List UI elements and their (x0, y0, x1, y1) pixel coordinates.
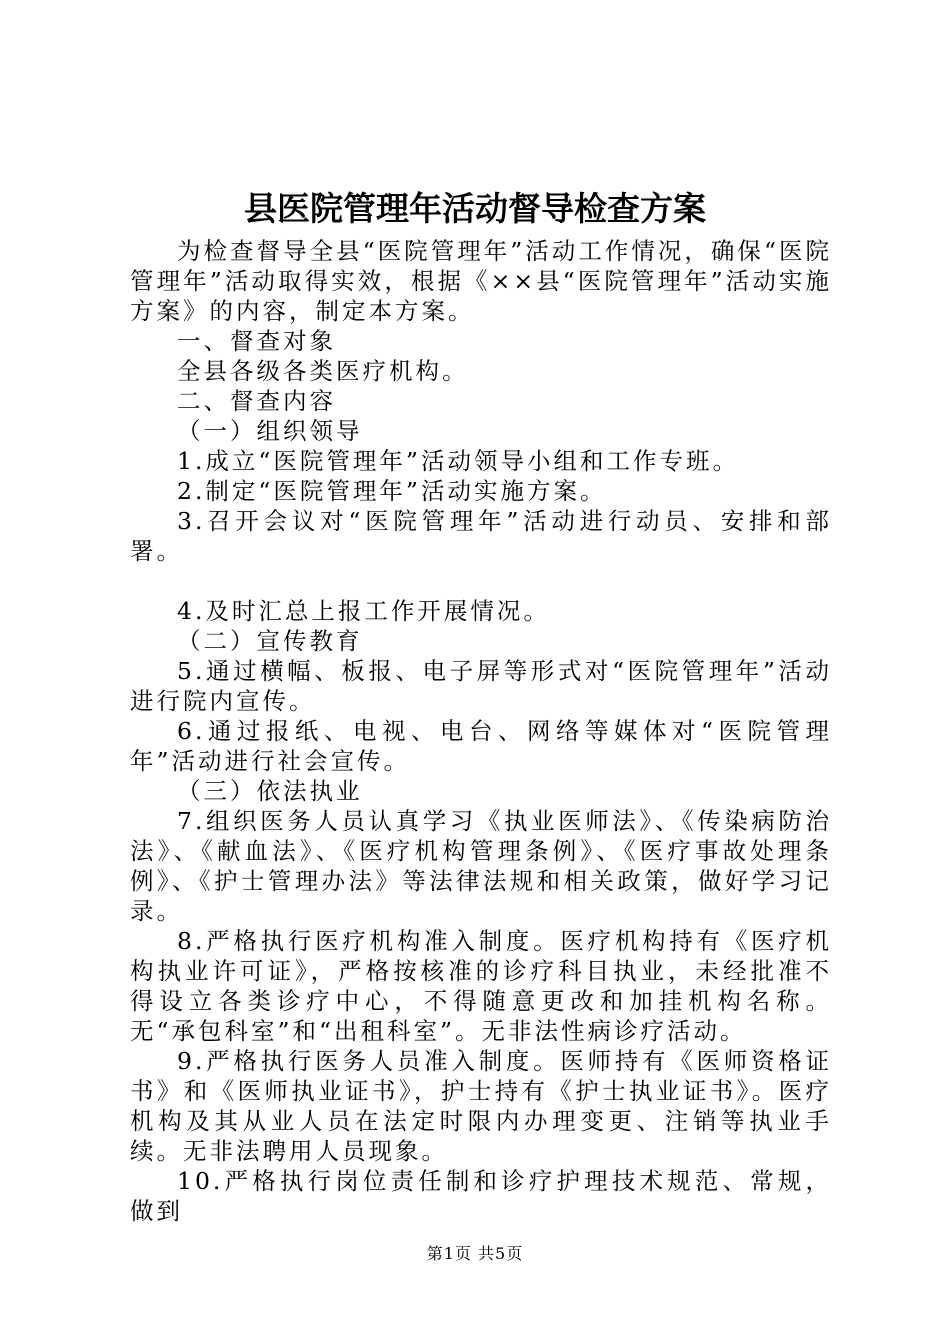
document-title: 县医院管理年活动督导检查方案 (244, 189, 706, 228)
list-item: 5.通过横幅、板报、电子屏等形式对“医院管理年”活动进行院内宣传。 (130, 657, 832, 715)
list-item: 1.成立“医院管理年”活动领导小组和工作专班。 (177, 447, 739, 475)
list-item: 8.严格执行医疗机构准入制度。医疗机构持有《医疗机构执业许可证》，严格按核准的诊疗科目执业，未经批准不得设立各类诊疗中心，不得随意更改和加挂机构名称。无“承包科室”和“出租科室”。无非法性病诊疗活动。 (130, 927, 832, 1045)
paragraph: 全县各级各类医疗机构。 (177, 357, 469, 385)
subsection-heading: （一）组织领导 (177, 417, 363, 445)
document-body (130, 236, 832, 1226)
list-item: 6.通过报纸、电视、电台、网络等媒体对“医院管理年”活动进行社会宣传。 (130, 717, 832, 775)
list-item: 10.严格执行岗位责任制和诊疗护理技术规范、常规，做到 (130, 1167, 832, 1225)
list-item: 4.及时汇总上报工作开展情况。 (177, 597, 550, 625)
section-heading-2: 二、督查内容 (177, 387, 336, 415)
paragraph-intro: 为检查督导全县“医院管理年”活动工作情况，确保“医院管理年”活动取得实效，根据《××县“医院管理年”活动实施方案》的内容，制定本方案。 (130, 237, 833, 325)
page-number-footer: 第1页 共5页 (426, 1244, 524, 1263)
list-item: 7.组织医务人员认真学习《执业医师法》、《传染病防治法》、《献血法》、《医疗机构管理条例》、《医疗事故处理条例》、《护士管理办法》等法律法规和相关政策，做好学习记录。 (130, 807, 832, 925)
subsection-heading: （二）宣传教育 (177, 627, 363, 655)
list-item: 2.制定“医院管理年”活动实施方案。 (177, 477, 607, 505)
list-item: 9.严格执行医务人员准入制度。医师持有《医师资格证书》和《医师执业证书》，护士持有《护士执业证书》。医疗机构及其从业人员在法定时限内办理变更、注销等执业手续。无非法聘用人员现象。 (130, 1047, 832, 1165)
section-heading-1: 一、督查对象 (177, 327, 336, 355)
subsection-heading: （三）依法执业 (177, 777, 363, 805)
list-item: 3.召开会议对“医院管理年”活动进行动员、安排和部署。 (130, 507, 832, 565)
